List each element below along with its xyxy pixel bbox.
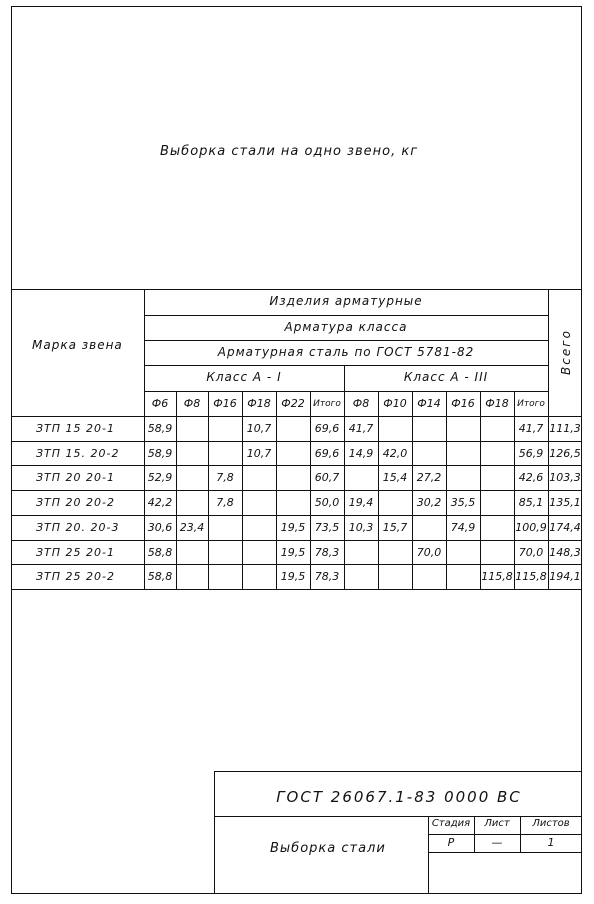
- table-cell: [412, 566, 446, 588]
- table-cell: 15,4: [382, 471, 408, 485]
- column-header: Итого: [313, 399, 341, 409]
- table-cell: 7,8: [216, 471, 234, 485]
- table-cell: 60,7: [314, 471, 340, 485]
- table-cell: 10,7: [246, 422, 272, 435]
- row-total: 194,1: [549, 570, 581, 584]
- table-cell: [242, 517, 276, 539]
- column-header: Ф18: [485, 397, 509, 410]
- table-cell: [344, 542, 378, 564]
- table-cell: 15,7: [382, 520, 408, 534]
- table-cell: 52,9: [147, 471, 173, 485]
- table-cell: 19,5: [280, 520, 306, 534]
- column-header: Ф14: [417, 397, 441, 410]
- table-cell: [176, 418, 208, 440]
- table-cell: 50,0: [314, 496, 340, 510]
- table-cell: [446, 542, 480, 564]
- table-cell: [412, 443, 446, 465]
- table-cell: 19,4: [348, 496, 374, 510]
- table-cell: [176, 467, 208, 489]
- table-cell: 56,9: [518, 446, 544, 460]
- row-mark: ЗТП 20. 20-3: [36, 520, 120, 534]
- table-cell: 115,8: [515, 570, 547, 584]
- table-cell: 69,6: [314, 422, 340, 435]
- column-header: Ф22: [281, 397, 305, 410]
- table-cell: [208, 443, 242, 465]
- table-cell: [446, 467, 480, 489]
- column-header: Ф18: [247, 397, 271, 410]
- column-header: Ф8: [352, 397, 370, 410]
- stage-label: Стадия: [431, 818, 471, 829]
- table-cell: 69,6: [314, 446, 340, 460]
- row-mark: ЗТП 25 20-2: [36, 570, 115, 584]
- row-mark: ЗТП 25 20-1: [36, 545, 115, 559]
- table-cell: [242, 566, 276, 588]
- table-cell: [378, 492, 412, 514]
- table-cell: [176, 492, 208, 514]
- table-cell: [378, 566, 412, 588]
- mark-header: Марка звена: [32, 338, 123, 352]
- stage-value: Р: [447, 836, 455, 849]
- header-row-class: Арматура класса: [284, 320, 408, 334]
- table-cell: 10,3: [348, 520, 374, 534]
- header-row-steel: Арматурная сталь по ГОСТ 5781-82: [217, 345, 475, 359]
- table-cell: [242, 542, 276, 564]
- table-cell: 23,4: [179, 520, 205, 534]
- table-cell: [412, 517, 446, 539]
- header-class-a1: Класс A - I: [206, 370, 282, 384]
- row-mark: ЗТП 20 20-1: [36, 471, 115, 485]
- table-cell: [480, 418, 514, 440]
- total-header: Всего: [559, 329, 573, 375]
- table-cell: 73,5: [314, 520, 340, 534]
- table-cell: 115,8: [481, 570, 513, 584]
- row-total: 148,3: [549, 545, 581, 559]
- table-cell: [446, 443, 480, 465]
- table-cell: 35,5: [450, 496, 476, 510]
- table-cell: [208, 418, 242, 440]
- table-cell: 42,0: [382, 446, 408, 460]
- table-cell: 30,2: [416, 496, 442, 510]
- table-cell: 42,2: [147, 496, 173, 510]
- table-cell: [446, 566, 480, 588]
- table-cell: [480, 542, 514, 564]
- table-cell: [480, 443, 514, 465]
- row-total: 135,1: [549, 496, 581, 510]
- row-mark: ЗТП 15 20-1: [36, 422, 115, 435]
- table-cell: [446, 418, 480, 440]
- sheet-value: —: [491, 836, 503, 849]
- table-cell: [276, 492, 310, 514]
- table-cell: [412, 418, 446, 440]
- table-cell: 10,7: [246, 446, 272, 460]
- table-cell: [480, 467, 514, 489]
- table-cell: [276, 467, 310, 489]
- column-header: Ф16: [451, 397, 475, 410]
- header-row-products: Изделия арматурные: [269, 294, 423, 308]
- table-cell: [242, 492, 276, 514]
- table-cell: [378, 418, 412, 440]
- row-total: 111,3: [549, 422, 581, 435]
- table-cell: [276, 443, 310, 465]
- column-header: Ф16: [213, 397, 237, 410]
- sheet-label: Лист: [484, 818, 510, 829]
- table-cell: [176, 443, 208, 465]
- table-cell: 70,0: [518, 545, 544, 559]
- table-cell: 41,7: [348, 422, 374, 435]
- table-cell: 42,6: [518, 471, 544, 485]
- table-cell: [480, 517, 514, 539]
- table-cell: 7,8: [216, 496, 234, 510]
- table-cell: [242, 467, 276, 489]
- table-cell: 58,8: [147, 570, 173, 584]
- column-header: Ф6: [151, 397, 169, 410]
- row-mark: ЗТП 20 20-2: [36, 496, 115, 510]
- sheets-label: Листов: [532, 818, 570, 829]
- column-header: Ф10: [383, 397, 407, 410]
- table-cell: 100,9: [515, 520, 547, 534]
- table-cell: 19,5: [280, 570, 306, 584]
- row-total: 126,5: [549, 446, 581, 460]
- table-cell: [276, 418, 310, 440]
- column-header: Ф8: [183, 397, 201, 410]
- table-cell: 78,3: [314, 570, 340, 584]
- header-class-a3: Класс A - III: [403, 370, 489, 384]
- table-cell: 19,5: [280, 545, 306, 559]
- table-cell: [176, 566, 208, 588]
- table-cell: 70,0: [416, 545, 442, 559]
- table-cell: [176, 542, 208, 564]
- table-cell: [208, 542, 242, 564]
- row-mark: ЗТП 15. 20-2: [36, 446, 120, 460]
- table-cell: 85,1: [518, 496, 544, 510]
- table-cell: 27,2: [416, 471, 442, 485]
- document-name: Выборка стали: [270, 841, 386, 856]
- column-header: Итого: [517, 399, 545, 409]
- table-cell: [378, 542, 412, 564]
- table-cell: [208, 566, 242, 588]
- document-designation: ГОСТ 26067.1-83 0000 ВС: [276, 788, 522, 806]
- sheets-value: 1: [547, 836, 555, 849]
- table-cell: 58,9: [147, 446, 173, 460]
- table-cell: [344, 566, 378, 588]
- table-cell: 30,6: [147, 520, 173, 534]
- table-cell: 78,3: [314, 545, 340, 559]
- row-total: 103,3: [549, 471, 581, 485]
- table-cell: 74,9: [450, 520, 476, 534]
- table-cell: [480, 492, 514, 514]
- table-cell: 41,7: [518, 422, 544, 435]
- table-cell: 14,9: [348, 446, 374, 460]
- table-cell: [344, 467, 378, 489]
- row-total: 174,4: [549, 520, 581, 534]
- page-caption: Выборка стали на одно звено, кг: [160, 144, 419, 159]
- table-cell: 58,9: [147, 422, 173, 435]
- table-cell: 58,8: [147, 545, 173, 559]
- table-cell: [208, 517, 242, 539]
